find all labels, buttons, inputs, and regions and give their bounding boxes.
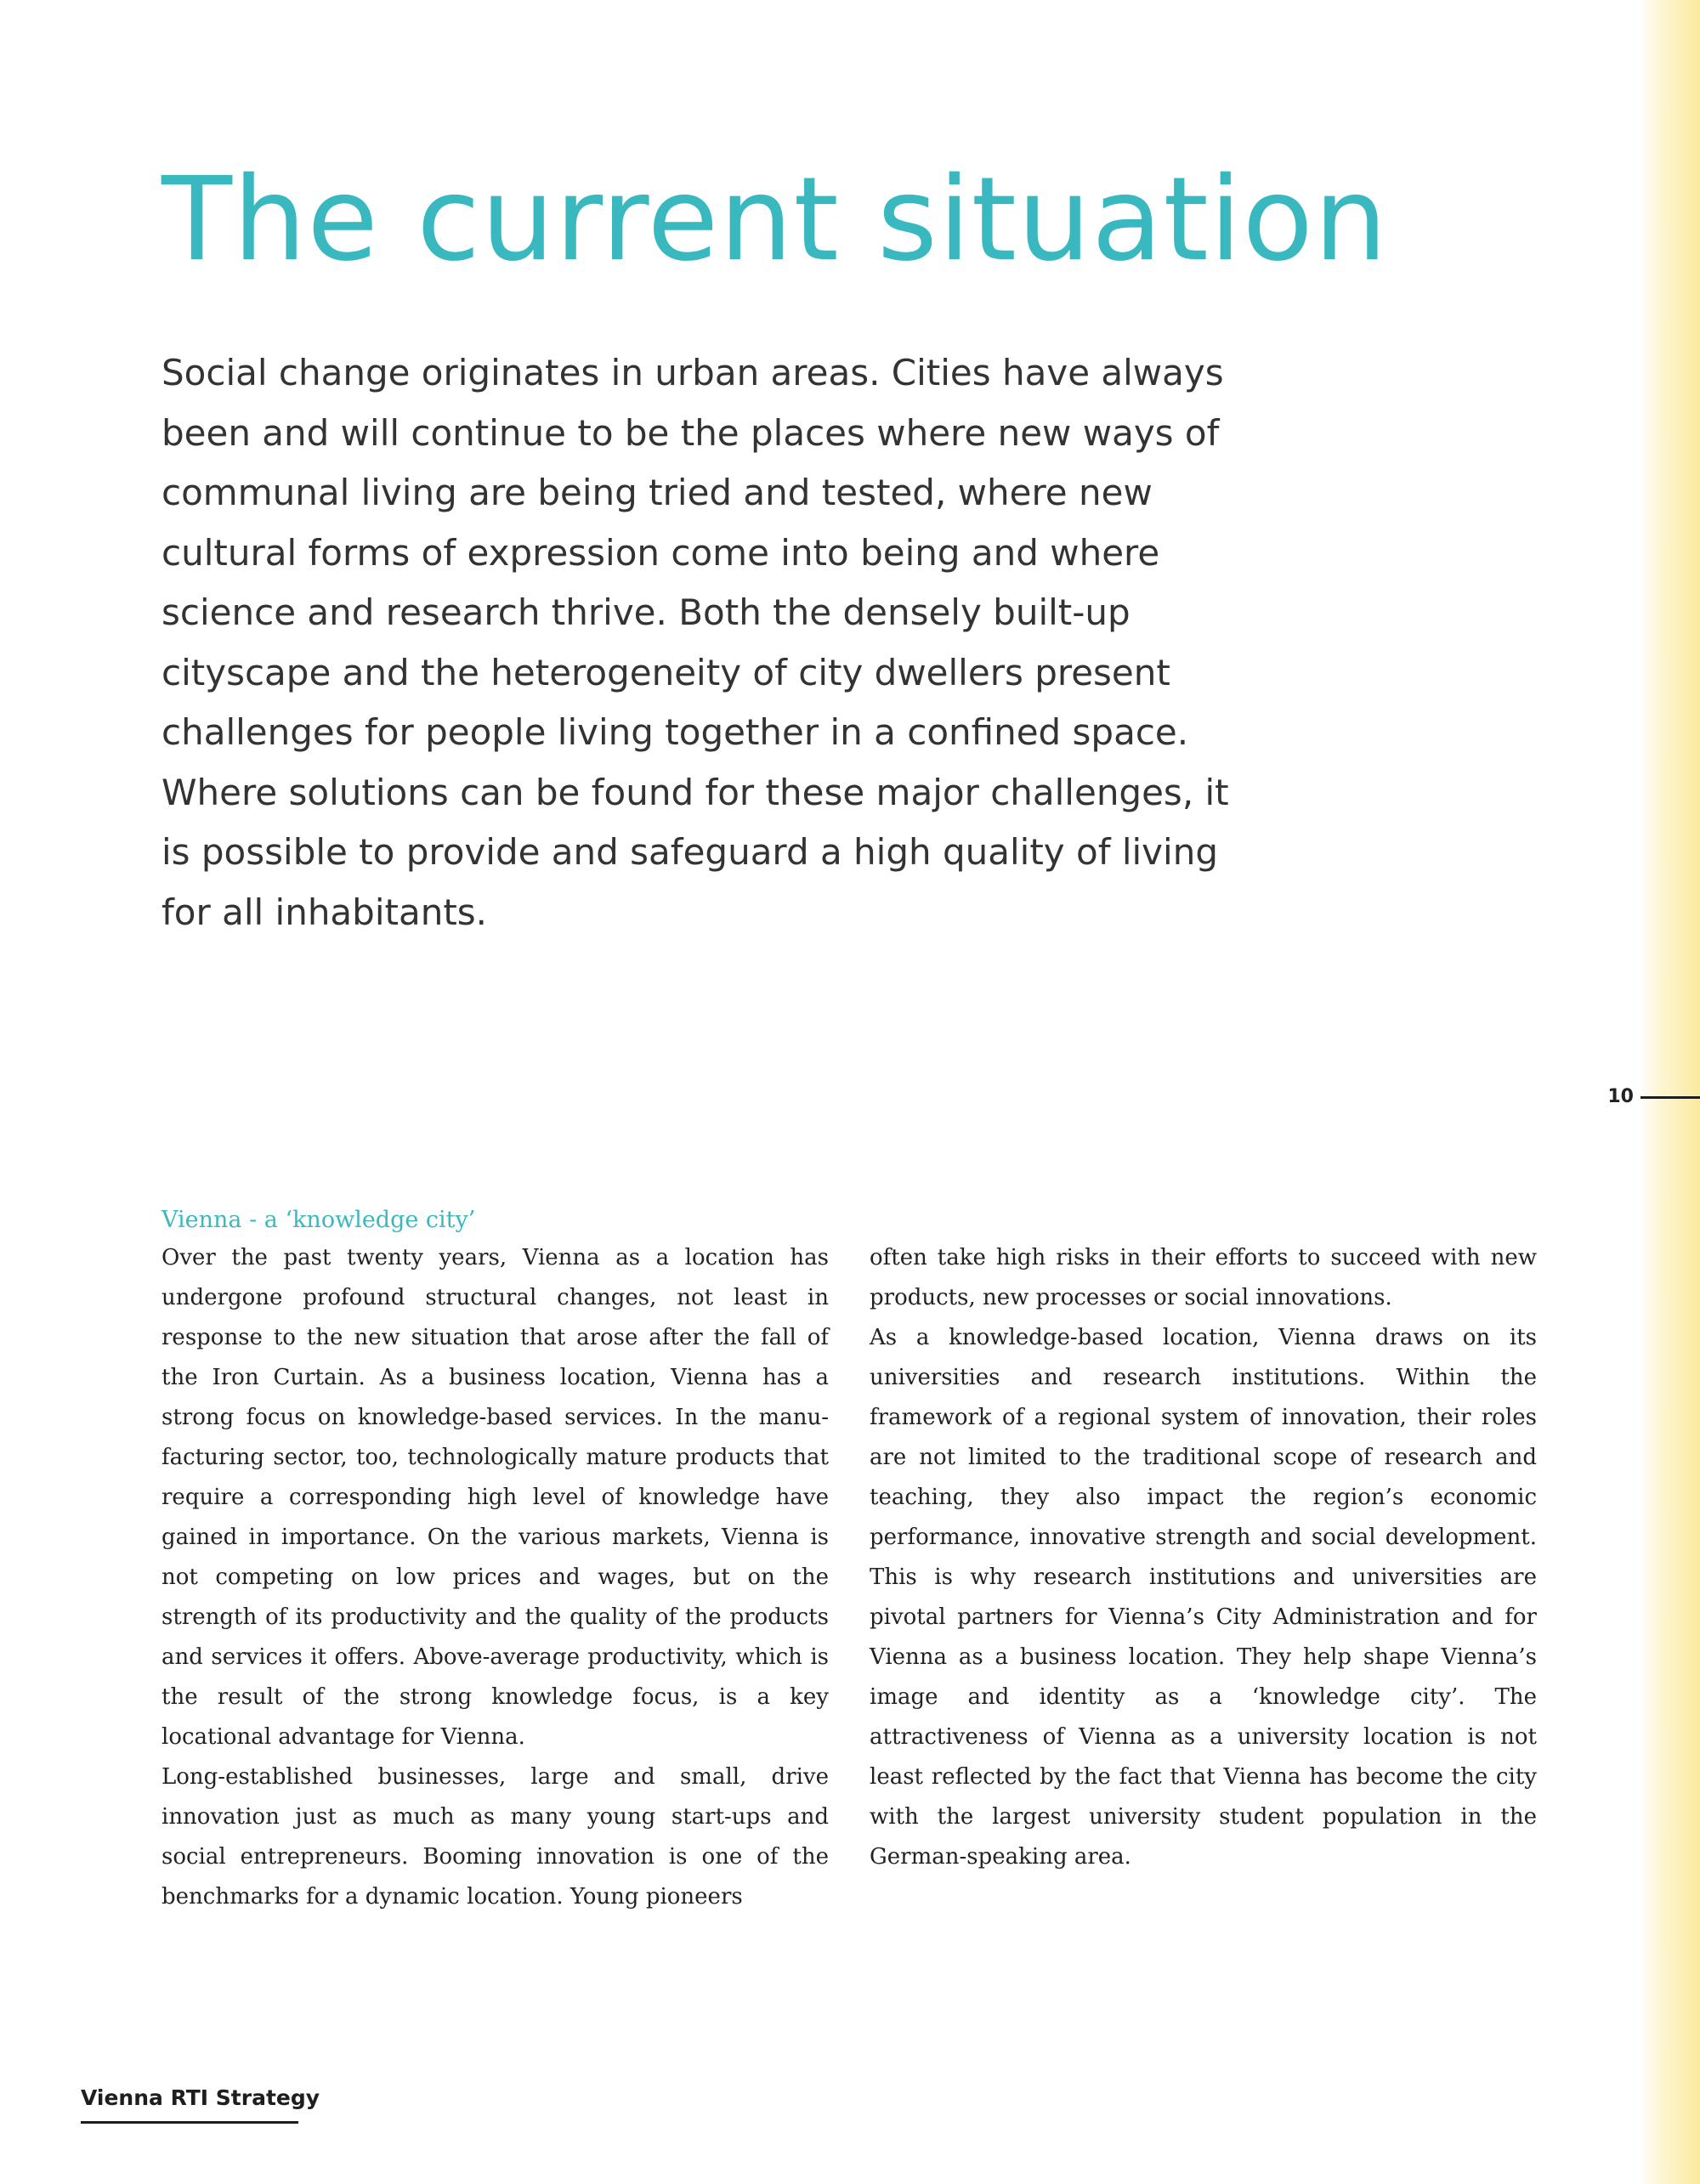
body-paragraph: Long-established businesses, large and small, drive innovation just as much as many young start-ups and social entrepreneurs. Booming innovation is one of the benchmarks for a dynamic location. Young pioneers	[162, 1764, 829, 1910]
body-paragraph: As a knowledge-based location, Vienna draws on its universities and research institutions. Within the framework of a regional system of innovation, their roles are not limited to the traditional scope of research and teaching, they also impact the region’s economic performance, innovative strength and social development. This is why research institutions and universities are pivotal partners for Vienna’s City Administration and for Vienna as a business location. They help shape Vienna’s image and identity as a ‘knowledge city’. The attractiveness of Vienna as a university location is not least reflected by the fact that Vienna has become the city with the largest university student population in the German-speaking area.	[870, 1325, 1537, 1870]
page-number-rule	[1640, 1096, 1700, 1099]
footer-title: Vienna RTI Strategy	[81, 2085, 320, 2110]
page-number: 10	[1607, 1086, 1634, 1107]
section-heading: Vienna - a ‘knowledge city’	[162, 1207, 476, 1233]
body-paragraph: Over the past twenty years, Vienna as a location has undergone profound structural changes, not least in response to the new situation that arose after the fall of the Iron Curtain. As a business location, Vienna has a strong focus on knowledge-based services. In the manufacturing sector, too, technologically mature products that require a corresponding high level of knowledge have gained in importance. On the various markets, Vienna is not competing on low prices and wages, but on the strength of its productivity and the quality of the products and services it offers. Above-average productivity, which is the result of the strong knowledge focus, is a key locational advantage for Vienna.	[162, 1245, 829, 1750]
footer-rule	[81, 2121, 298, 2124]
body-paragraph: often take high risks in their efforts to succeed with new products, new processes or social innovations.	[870, 1245, 1537, 1310]
text-column-right	[870, 1238, 1537, 1877]
side-color-strip	[1639, 0, 1700, 2184]
page-title: The current situation	[162, 153, 1389, 287]
intro-paragraph: Social change originates in urban areas. Cities have always been and will continue to be the places where new ways of communal living are being tried and tested, where new cultural forms of expression come into being and where science and research thrive. Both the densely built-up cityscape and the heterogeneity of city dwellers present challenges for people living together in a confined space. Where solutions can be found for these major challenges, it is possible to provide and safeguard a high quality of living for all inhabitants.	[162, 352, 1229, 933]
text-column-left	[162, 1238, 829, 1917]
